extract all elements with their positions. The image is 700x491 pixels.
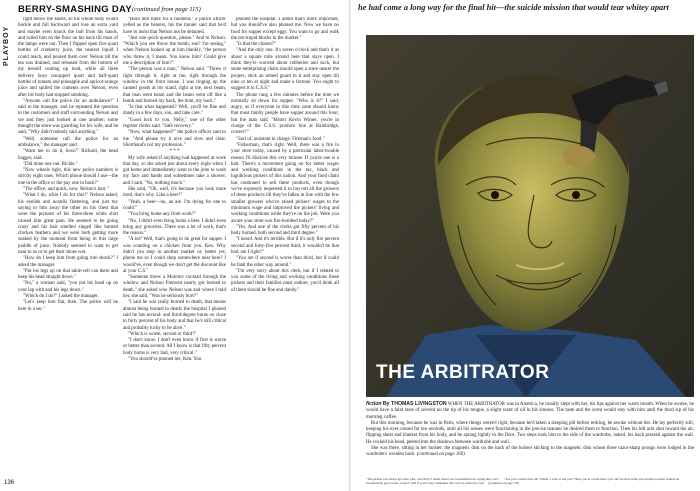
body-paragraph-3: She was there, sitting in her holster, the magnetic disk on the back of the holster sticking to the magnetic disk whose three razor-sharp prongs were lodged in the wardrobe's wooden back. xyxy=(366,446,694,458)
illustration-face-image xyxy=(366,35,694,397)
paragraph: "Sort of, assistant in charge. Fireman's food." xyxy=(236,136,325,142)
continuation-text: "Are you a senior man, Mr. Wimer, I want to ask you? Then, you of course know you can't be fired from your present position without an exceptionally good cause, correct? And if you've any complaints that can't be settled by your xyxy=(366,478,680,485)
paragraph: right below the knees, so his whole body would buckle and fall backward and lose an extra yard and maybe even knock the ball from his hands, and rolled him on the floor on his back till most of the lamps were out. Then I flipped open five quart bottles of cranberry juice, the nearest liquid I could reach, and poured them over Nelson till the tea was drained, and released from the bottom of my herself coming up loud, while all three delivery boys uncapped quart and half-quart bottles of tomato and pineapple and apricot-orange juice and spilled the contents over Nelson, even after his body had stopped smoking. xyxy=(18,17,118,98)
paragraph: "I heard. And it's terrible. But if it's only fire percent second and forty-five percent third, it wouldn't be that bad, am I right?" xyxy=(231,237,339,255)
right-page-continuation xyxy=(366,478,694,488)
paragraph: "You should've phoned me, Ken. You xyxy=(128,357,202,363)
illustration-title: THE ARBITRATOR xyxy=(376,362,550,383)
page-gutter xyxy=(349,0,351,491)
paragraph: "A lot? Well, that's going to do great for supper. I was counting on a chicken from you. Ken. Why didn't you stop in another market or, better yet, phone me so I could shop somewhere near here? I would've, even though we don't get the discount like at your C.S." xyxy=(123,237,226,274)
paragraph: "No, I didn't even bring home a beer. I didn't even bring any groceries. There was a lot of work, that's the reason." xyxy=(123,218,226,237)
left-column-3 xyxy=(231,17,339,475)
body-paragraph-1: WHEN THE ARBITRATOR was in America, he usually slept with her, his lips against her warm mouth. When he awoke, he would have a faint taste of solvent on the tip of his tongue, a slight scent of oil in his sinuses. The taste and the scent would stay with him until the third sip of his morning coffee. xyxy=(366,402,694,420)
paragraph: "Hold him there for a moment," a police officer yelled as the bearers, his the tinnier said that he'd have to insist that Nelson not be detained. xyxy=(123,17,226,35)
paragraph: "Good luck to you, Nelly," one of the other register clerks said. "Safe recovery." xyxy=(123,117,226,130)
story-header xyxy=(18,4,338,16)
paragraph: "You are if second is worse than third, but if could be fatal the other way around." xyxy=(231,256,339,268)
left-column-1 xyxy=(18,17,118,475)
paragraph: "Yeah, a beer—no, an ale. I'm dying for one to could." xyxy=(123,199,226,211)
continuation-text: "The pickers can always get other jobs, can't they? I mean, there's no Government law saying they can't." xyxy=(366,478,501,481)
paragraph: "No," a woman said, "you put his head up on your lap with and his legs down." xyxy=(18,281,118,293)
paragraph: * * * xyxy=(169,149,180,155)
paragraph: "Well, someone call the police for an ambulance," the manager said. xyxy=(18,136,118,148)
paragraph: She said, "Oh, well, it's because you look more tired, that's why. Like a beer?" xyxy=(123,187,226,199)
paragraph: "Is that what happened? Well, you'll be fine and dandy in a few days, son, and take care." xyxy=(123,105,226,117)
illustration-arbitrator xyxy=(366,35,694,397)
page-number: 136 xyxy=(4,480,15,486)
paragraph: "I said he was really burned to death, that means almost being burned to death; the hospital I phoned said he has second- and third-degree burns on close to forty percent of his body and that he's still critical and probably lucky to be alive." xyxy=(123,300,226,331)
story-tagline: he had come a long way for the final hit—the suicide mission that would tear whitey apart xyxy=(358,3,669,12)
paragraph: "The office, and quick, now. Nelson's hurt." xyxy=(23,187,109,193)
paragraph: "I'm very sorry about this clerk, but if I related to you some of the living and working conditions these pickers and their families must endure, you'd think all of them should be fine and dandy." xyxy=(231,268,339,293)
paragraph: "Now wheels right, this new police numbers is strictly eight ones. Which phone should I use—the one in the office or the pay one in back?" xyxy=(18,168,118,186)
paragraph: phoned the hospital. I admit that's more important, but you should've also phoned me. Now we have no food for supper except eggs. You want to go and walk the ten stupid blocks to the market." xyxy=(231,17,339,41)
vertical-magazine-label: PLAYBOY xyxy=(3,25,10,66)
byline-author: By THOMAS LIVINGSTON xyxy=(382,401,447,407)
paragraph: "Let's keep him flat, then. The police will be here in a sec." xyxy=(18,300,118,312)
paragraph: "You bring home any from work?" xyxy=(128,212,197,218)
paragraph: "I don't know. I don't even know if first is worse or better than second. All I know is that fifty percent body burns is very bad, very critical." xyxy=(123,338,226,356)
paragraph: "Fisherman, that's right. Well, there was a fire in your store today, caused by a particular labor-trouble reason I'll disclose this very minute. If you're one is a halt. There's a movement going on for better wages and working conditions in the tax, black and lugubrious pickers of this nation. And your food chain has continued to sell these products, even though we've expressly requested it to boycott all the growers of these products till they've fallen in line with the few smaller growers who've raised pickers' wages to the minimum wage and improved the pickers' living and working conditions while they're on the job. Were you aware your store was fire-bombed today?" xyxy=(231,142,339,224)
paragraph: "Which do I do?" I asked the manager. xyxy=(23,294,99,300)
left-column-2 xyxy=(123,17,226,475)
paragraph: "Just one quick question, please." And to Nelson: "Which you see throw the bomb, son? I'm seeing," when Nelson looked up at him blankly, "the person who threw it, I mean. You know him? Could give me a description of him?" xyxy=(123,35,226,67)
paragraph: "Someone threw a Molotov cocktail through the window and Nelson Fremont nearly got burned to death," she asked who Nelson was and where I told her, she said, "Was he seriously hurt?" xyxy=(123,275,226,300)
paragraph: "The person was a man," Nelson said. "Threw it right through it, right at me, right through the window in the front house. I was ringing up the canned goods at my stand, right at me, next beam, that man went beam and the beam went off like a bomb and burned my back, the bum, my back." xyxy=(123,67,226,104)
byline-fiction-label: fiction xyxy=(366,401,382,407)
paragraph: "Want me to do it, boss?" Richard, the head bagger, said. xyxy=(18,149,118,161)
paragraph: "Is that the closest?" xyxy=(236,42,276,48)
story-title: BERRY-SMASHING DAY xyxy=(18,4,132,15)
paragraph: My wife asked if anything had happened at work that day, so she asked just about every night when I got home and immediately went to the john to wash my face and hands and sometimes take a shower, and I said, "No, nothing much." xyxy=(123,155,226,186)
continued-on-note: (continued on page 160) xyxy=(416,452,465,458)
continuation-text: (continued on page 178) xyxy=(488,480,520,485)
paragraph: "And the only one. It's seven o'clock and that's it as about a square mile around here that stays open. I think they're worried about robberies and such, but some enterprising chain should open a store nearer the project, stick an armed guard in it and stay open till nine or ten at night and make a fortune. You ought to suggest it to C.S.S." xyxy=(231,48,339,92)
body-paragraph-2: But this morning, because he was in Paris, where things weren't right, because he'd taken a sleeping pill before retiring, he awoke without her. He lay perfectly still, keeping his eyes closed for ten seconds, until all his senses were functioning in the precise manner he desired them to function. Then his left arm shot toward the air, flipping sheet and blanket from his body, and he sprang lightly to the floor. Two steps took him to the side of the wardrobe, naked, his back pressed against the wall. He cocked his head, peered into the shadows between wardrobe and wall. xyxy=(366,420,694,445)
paragraph: "Which is worse, second or third?" xyxy=(128,331,197,337)
paragraph: "How do I keep him from going into shock?" I asked the manager. xyxy=(18,256,118,268)
paragraph: "What I do, what I do for this?" Nelson asked, his eyelids and nostrils fluttering, and just my saying to him away the other on his chest that were the pictures of his three-three white shirt caused him great pain. He seemed to be going crazy and his hair smelled singed like burned chicken feathers and we were both getting more soaked by the moment from being in this large puddle of juice. Nobody seemed to want to get near to us or to get their shoes wet. xyxy=(18,193,118,255)
paragraph: The phone rang a few minutes before the time we normally sit down for supper. "Who is it?" I said, angry, as if everyone in this time zone should know that most family people have supper around this hour, but the man said, "Mister Kevin Wimer, you're in charge of the C.S.S. produce line at Bainbridge, correct?" xyxy=(231,92,339,136)
paragraph: "Did mine one run. Richie." xyxy=(23,161,78,167)
paragraph: "Put his legs up on that table-cell can there and keep his head straight down." xyxy=(18,268,118,281)
continued-from-note: (continued from page 115) xyxy=(132,6,201,13)
story-opening xyxy=(366,401,694,459)
paragraph: "Anyone call the police for an ambulance?" I said to the manager, and he repeated the question to the customers and staff surrounding Nelson and we and they just looked at one another; some thought the store was guarding for his wife, and he said, "Why didn't nobody said anything." xyxy=(18,98,118,136)
paragraph: "Now, what happened?" the police officer said to me. "And please try it nice and slow and clear. Shorthand's not my profession." xyxy=(123,130,226,148)
paragraph: "Yes. And one of the clerks got fifty percent of his body burned, both second and third degree." xyxy=(231,224,339,237)
